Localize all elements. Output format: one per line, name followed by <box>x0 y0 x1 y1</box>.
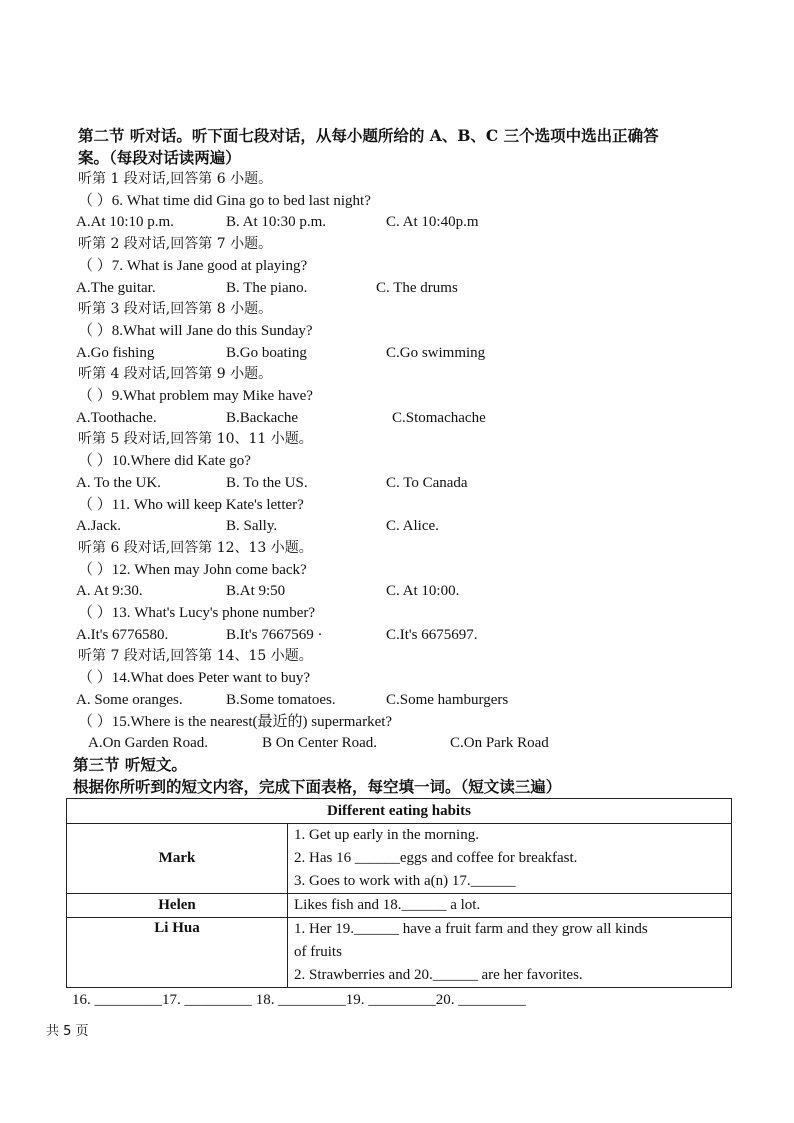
question-stem: （ ）12. When may John come back? <box>78 561 307 578</box>
helen-line-1: Likes fish and 18.______ a lot. <box>294 897 481 913</box>
option-a: A.At 10:10 p.m. <box>76 214 174 231</box>
question-stem: （ ）6. What time did Gina go to bed last night? <box>78 192 371 209</box>
option-b: B. The piano. <box>226 279 308 296</box>
row-name-helen: Helen <box>67 894 288 918</box>
dialogue-intro: 听第 7 段对话,回答第 14、15 小题。 <box>78 648 313 665</box>
option-c: C.It's 6675697. <box>386 626 478 643</box>
lihua-line-1: 1. Her 19.______ have a fruit farm and they grow all kinds <box>294 921 648 937</box>
option-c: C.Some hamburgers <box>386 691 509 708</box>
section2-title-line2: 案。（每段对话读两遍） <box>78 148 241 167</box>
option-c: C. At 10:00. <box>386 583 460 600</box>
option-b: B. To the US. <box>226 474 308 491</box>
option-a: A.It's 6776580. <box>76 626 169 643</box>
question-stem: （ ）8.What will Jane do this Sunday? <box>78 322 313 339</box>
option-b: B.At 9:50 <box>226 583 286 600</box>
option-b: B.It's 7667569 · <box>226 626 323 643</box>
option-c: C. Alice. <box>386 518 439 535</box>
table-title: Different eating habits <box>67 799 732 824</box>
option-a: A. At 9:30. <box>76 583 143 600</box>
question-stem: （ ）11. Who will keep Kate's letter? <box>78 496 304 513</box>
option-c: C. The drums <box>376 279 458 296</box>
mark-line-1: 1. Get up early in the morning. <box>294 827 479 843</box>
option-a: A.Toothache. <box>76 409 157 426</box>
option-b: B. At 10:30 p.m. <box>226 214 327 231</box>
option-b: B.Backache <box>226 409 299 426</box>
option-c: C.Go swimming <box>386 344 486 361</box>
option-c: C.On Park Road <box>450 735 549 752</box>
page-footer: 共 5 页 <box>46 1024 89 1039</box>
row-content-lihua <box>288 918 732 988</box>
answer-blanks-line: 16. _________17. _________ 18. _________19. _________20. _________ <box>72 992 526 1008</box>
dialogue-intro: 听第 4 段对话,回答第 9 小题。 <box>78 366 273 383</box>
question-stem: （ ）15.Where is the nearest(最近的) supermarket? <box>78 713 393 730</box>
section3-instruction: 根据你所听到的短文内容，完成下面表格，每空填一词。（短文读三遍） <box>73 777 562 796</box>
option-b: B.Go boating <box>226 344 307 361</box>
option-c: C. To Canada <box>386 474 468 491</box>
option-c: C.Stomachache <box>392 409 486 426</box>
question-stem: （ ）14.What does Peter want to buy? <box>78 670 311 687</box>
mark-line-2: 2. Has 16 ______eggs and coffee for breakfast. <box>294 850 578 866</box>
option-a: A.On Garden Road. <box>88 735 208 752</box>
option-a: A.Jack. <box>76 518 121 535</box>
lihua-line-3: 2. Strawberries and 20.______ are her favorites. <box>294 967 583 983</box>
dialogue-intro: 听第 2 段对话,回答第 7 小题。 <box>78 236 273 253</box>
row-name-lihua: Li Hua <box>67 918 288 988</box>
option-a: A. Some oranges. <box>76 691 183 708</box>
section2-title-line1: 第二节 听对话。听下面七段对话，从每小题所给的 A、B、C 三个选项中选出正确答 <box>78 126 659 145</box>
dialogue-intro: 听第 1 段对话,回答第 6 小题。 <box>78 171 273 187</box>
question-stem: （ ）9.What problem may Mike have? <box>78 388 313 404</box>
row-content-helen <box>288 894 732 918</box>
row-name-mark: Mark <box>67 824 288 894</box>
mark-line-3: 3. Goes to work with a(n) 17.______ <box>294 873 516 889</box>
option-b: B.Some tomatoes. <box>226 691 336 708</box>
dialogue-intro: 听第 3 段对话,回答第 8 小题。 <box>78 301 273 318</box>
option-a: A.The guitar. <box>76 279 156 296</box>
option-b: B. Sally. <box>226 518 278 535</box>
option-a: A.Go fishing <box>76 344 155 361</box>
option-a: A. To the UK. <box>76 474 161 491</box>
eating-habits-table <box>66 798 732 988</box>
option-b: B On Center Road. <box>262 735 377 752</box>
question-stem: （ ）7. What is Jane good at playing? <box>78 257 308 274</box>
question-stem: （ ）13. What's Lucy's phone number? <box>78 605 316 621</box>
dialogue-intro: 听第 5 段对话,回答第 10、11 小题。 <box>78 431 313 448</box>
lihua-line-2: of fruits <box>294 944 342 960</box>
question-stem: （ ）10.Where did Kate go? <box>78 453 251 470</box>
option-c: C. At 10:40p.m <box>386 214 479 231</box>
dialogue-intro: 听第 6 段对话,回答第 12、13 小题。 <box>78 539 313 556</box>
row-content-mark <box>288 824 732 894</box>
section3-title: 第三节 听短文。 <box>73 755 187 774</box>
